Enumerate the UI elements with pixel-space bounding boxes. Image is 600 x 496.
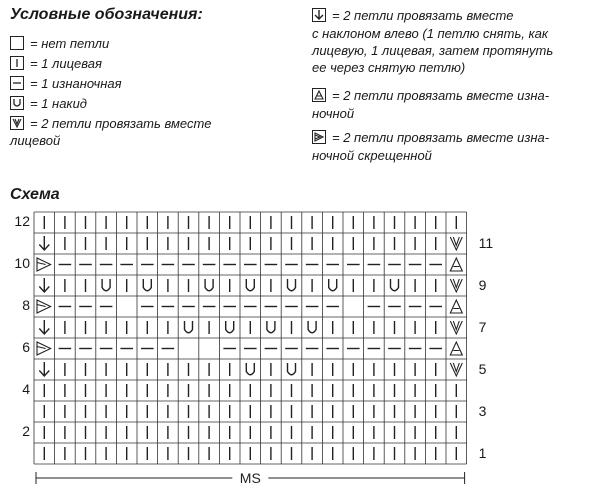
legend-text: = нет петли [30, 36, 110, 51]
p2tog-stitch [37, 258, 51, 271]
k2tog-stitch [450, 363, 462, 376]
legend-text: лицевую, 1 лицевая, затем протянуть [312, 43, 554, 58]
schema-title: Схема [10, 186, 60, 203]
legend-text: = 2 петли провязать вместе изна- [332, 130, 550, 145]
row-number-left: 4 [22, 381, 30, 397]
yarn-over-stitch [391, 279, 399, 291]
k2tog-stitch [450, 237, 462, 250]
yarn-over-stitch [246, 279, 254, 291]
yarn-over-stitch [288, 279, 296, 291]
yarn-over-stitch [288, 363, 296, 375]
k2tog-stitch [450, 321, 462, 334]
legend-text: ночной скрещенной [312, 148, 432, 163]
ssk-stitch [39, 320, 49, 334]
row-number-right: 1 [478, 445, 487, 461]
row-number-right: 3 [478, 403, 487, 419]
row-number-left: 2 [22, 423, 30, 439]
yarn-over-stitch [329, 279, 337, 291]
legend-text: = 2 петли провязать вместе изна- [332, 88, 550, 103]
ssk-stitch [39, 236, 49, 250]
ssk-stitch [39, 362, 49, 376]
ssk-stitch [39, 278, 49, 292]
row-number-left: 8 [22, 297, 30, 313]
yarn-over-stitch [308, 321, 316, 333]
yarn-over-stitch [143, 279, 151, 291]
row-number-left: 6 [22, 339, 30, 355]
yarn-over-stitch [102, 279, 110, 291]
yarn-over-stitch [205, 279, 213, 291]
rapport-label: MS [239, 470, 261, 486]
yarn-over-stitch [267, 321, 275, 333]
legend-text: = 2 петли провязать вместе [30, 116, 212, 131]
row-number-left: 10 [14, 255, 30, 271]
row-number-right: 5 [478, 361, 487, 377]
p2tog-tbl-stitch [450, 300, 462, 313]
row-number-right: 9 [478, 277, 487, 293]
legend-text: = 2 петли провязать вместе [332, 8, 514, 23]
p2tog-tbl-stitch [450, 258, 462, 271]
legend-text: = 1 изнаночная [30, 76, 122, 91]
legend-text: лицевой [10, 133, 61, 148]
yarn-over-stitch [246, 363, 254, 375]
legend-text: ее через снятую петлю) [312, 60, 466, 75]
legend-text: с наклоном влево (1 петлю снять, как [312, 26, 549, 41]
p2tog-stitch [37, 342, 51, 355]
row-number-left: 12 [14, 213, 30, 229]
k2tog-stitch [450, 279, 462, 292]
yarn-over-stitch [226, 321, 234, 333]
row-number-right: 7 [478, 319, 487, 335]
legend-text: = 1 лицевая [30, 56, 102, 71]
row-number-right: 11 [478, 235, 494, 251]
yarn-over-stitch [185, 321, 193, 333]
p2tog-tbl-stitch [450, 342, 462, 355]
legend-text: ночной [312, 106, 355, 121]
legend-title: Условные обозначения: [10, 6, 203, 23]
p2tog-stitch [37, 300, 51, 313]
legend-text: = 1 накид [30, 96, 87, 111]
